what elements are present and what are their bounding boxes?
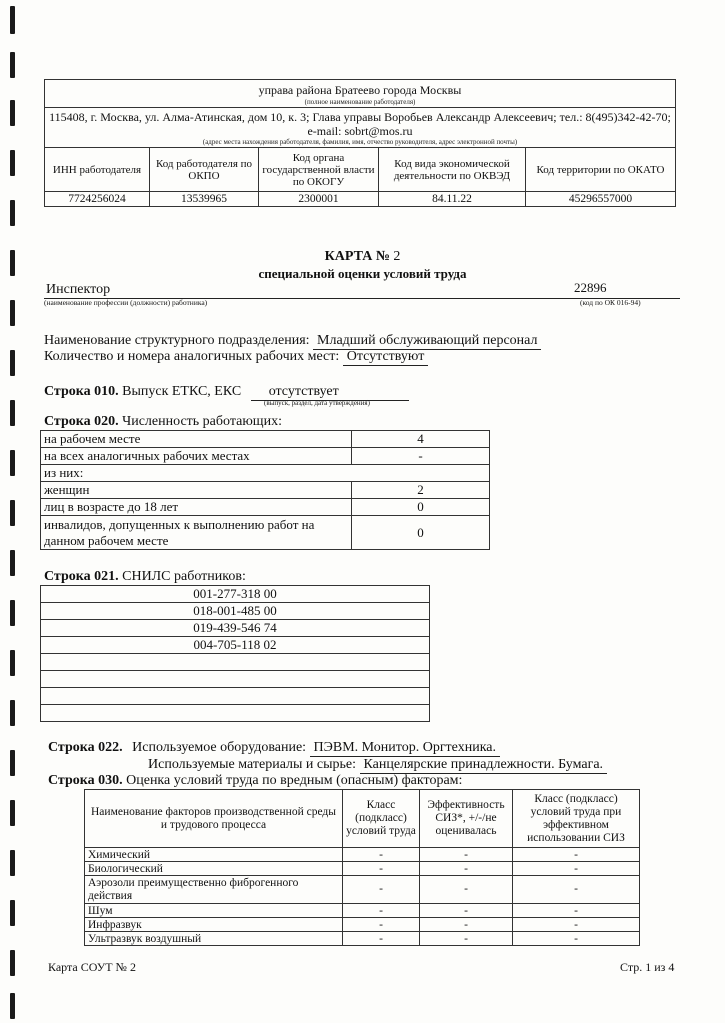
- snils-value: [41, 705, 430, 722]
- headcount-row: [41, 482, 490, 499]
- card-number: 2: [393, 249, 401, 264]
- division-label: Наименование структурного подразделения:: [44, 333, 310, 348]
- headcount-value: 2: [352, 482, 490, 499]
- row010-value: отсутствует: [251, 384, 409, 401]
- row022-equipment: [48, 740, 500, 757]
- headcount-label: из них:: [41, 465, 490, 482]
- headcount-value: 0: [352, 499, 490, 516]
- snils-value: 018-001-485 00: [41, 603, 430, 620]
- binding-mark: [10, 850, 15, 876]
- binding-mark: [10, 350, 15, 376]
- codes-value-row: [45, 192, 676, 207]
- employer-address-caption: (адрес места нахождения работодателя, фамилия, имя, отчество руководителя, адрес электронной почты): [202, 137, 518, 146]
- factor-name: Биологический: [85, 862, 343, 876]
- factor-name: Химический: [85, 848, 343, 862]
- snils-value: 001-277-318 00: [41, 586, 430, 603]
- factor-class: -: [343, 876, 420, 904]
- binding-mark: [10, 650, 15, 676]
- footer-right: Стр. 1 из 4: [620, 960, 675, 974]
- division-value: Младший обслуживающий персонал: [313, 333, 541, 350]
- snils-table: [40, 585, 430, 722]
- materials-value: Канцелярские принадлежности. Бумага.: [360, 757, 608, 774]
- headcount-label: на рабочем месте: [41, 431, 352, 448]
- binding-mark: [10, 6, 15, 34]
- footer-left: Карта СОУТ № 2: [48, 960, 137, 974]
- factor-class-siz: -: [513, 932, 640, 946]
- factors-header: Эффективность СИЗ*, +/-/не оценивалась: [420, 790, 513, 848]
- row021-label: СНИЛС работников:: [122, 569, 246, 584]
- card-subtitle: специальной оценки условий труда: [258, 266, 467, 281]
- equipment-value: ПЭВМ. Монитор. Оргтехника.: [310, 740, 500, 757]
- row010-label-bold: Строка 010.: [44, 384, 119, 399]
- headcount-row: [41, 499, 490, 516]
- factor-name: Шум: [85, 904, 343, 918]
- factors-header: Класс (подкласс) условий труда: [343, 790, 420, 848]
- factors-block: [84, 789, 640, 946]
- factor-class-siz: -: [513, 862, 640, 876]
- factor-siz: -: [420, 932, 513, 946]
- equipment-label: Используемое оборудование:: [132, 740, 307, 755]
- headcount-value: 4: [352, 431, 490, 448]
- factor-name: Аэрозоли преимущественно фиброгенного действия: [85, 876, 343, 904]
- headcount-value: -: [352, 448, 490, 465]
- factor-siz: -: [420, 904, 513, 918]
- factors-header-row: [85, 790, 640, 848]
- binding-mark: [10, 500, 15, 526]
- binding-mark: [10, 100, 15, 126]
- snils-value: 004-705-118 02: [41, 637, 430, 654]
- row020-label: Численность работающих:: [122, 414, 282, 429]
- binding-mark: [10, 300, 15, 326]
- code-header: Код территории по ОКАТО: [526, 148, 676, 192]
- employer-name: управа района Братеево города Москвы: [258, 83, 462, 97]
- snils-value: [41, 671, 430, 688]
- factor-class-siz: -: [513, 876, 640, 904]
- factor-class: -: [343, 918, 420, 932]
- factor-class-siz: -: [513, 904, 640, 918]
- binding-mark: [10, 700, 15, 726]
- binding-mark: [10, 52, 15, 78]
- factor-siz: -: [420, 862, 513, 876]
- profession-caption: (наименование профессии (должности) работника): [44, 298, 208, 307]
- factor-row: [85, 876, 640, 904]
- binding-mark: [10, 800, 15, 826]
- row010-caption: (выпуск, раздел, дата утверждения): [264, 399, 370, 407]
- binding-mark: [10, 550, 15, 576]
- snils-value: 019-439-546 74: [41, 620, 430, 637]
- factor-siz: -: [420, 848, 513, 862]
- code-header: Код вида экономической деятельности по ОКВЭД: [379, 148, 526, 192]
- snils-value: [41, 688, 430, 705]
- profession-name: Инспектор: [46, 282, 111, 297]
- count-value: Отсутствуют: [343, 349, 429, 366]
- factors-table: [84, 789, 640, 946]
- binding-mark: [10, 900, 15, 926]
- binding-mark: [10, 993, 15, 1019]
- snils-block: [40, 585, 430, 722]
- binding-mark: [10, 450, 15, 476]
- factor-class: -: [343, 932, 420, 946]
- row010-label: Выпуск ЕТКС, ЕКС: [122, 384, 242, 399]
- binding-mark: [10, 750, 15, 776]
- card-title-prefix: КАРТА №: [324, 249, 390, 264]
- row020-label-bold: Строка 020.: [44, 414, 119, 429]
- code-value: 13539965: [150, 192, 259, 207]
- row020-heading: [44, 414, 282, 430]
- headcount-value: 0: [352, 516, 490, 550]
- snils-value: [41, 654, 430, 671]
- factors-header: Наименование факторов производственной среды и трудового процесса: [85, 790, 343, 848]
- headcount-label: лиц в возрасте до 18 лет: [41, 499, 352, 516]
- headcount-label: женщин: [41, 482, 352, 499]
- code-header: Код работодателя по ОКПО: [150, 148, 259, 192]
- factor-class-siz: -: [513, 918, 640, 932]
- headcount-table: [40, 430, 490, 550]
- factor-row: [85, 862, 640, 876]
- headcount-row: [41, 516, 490, 550]
- factor-siz: -: [420, 876, 513, 904]
- row030-label: Оценка условий труда по вредным (опасным) факторам:: [126, 773, 463, 788]
- code-value: 45296557000: [526, 192, 676, 207]
- code-caption: (код по ОК 016-94): [580, 298, 641, 307]
- headcount-row: [41, 448, 490, 465]
- binding-mark: [10, 400, 15, 426]
- binding-mark: [10, 200, 15, 226]
- employer-table: [44, 79, 676, 207]
- factor-row: [85, 904, 640, 918]
- count-label: Количество и номера аналогичных рабочих мест:: [44, 349, 340, 364]
- factor-row: [85, 918, 640, 932]
- row030-label-bold: Строка 030.: [48, 773, 123, 788]
- row030-heading: [48, 773, 462, 789]
- binding-mark: [10, 150, 15, 176]
- factor-class: -: [343, 848, 420, 862]
- factor-siz: -: [420, 918, 513, 932]
- factor-class: -: [343, 862, 420, 876]
- factors-header: Класс (подкласс) условий труда при эффективном использовании СИЗ: [513, 790, 640, 848]
- profession-row: [44, 282, 680, 299]
- row021-heading: [44, 569, 246, 585]
- employer-block: [44, 79, 676, 207]
- headcount-block: [40, 430, 490, 550]
- code-value: 7724256024: [45, 192, 150, 207]
- employer-name-caption: (полное наименование работодателя): [304, 98, 416, 106]
- materials-label: Используемые материалы и сырье:: [148, 757, 357, 772]
- code-header: ИНН работодателя: [45, 148, 150, 192]
- code-value: 84.11.22: [379, 192, 526, 207]
- binding-mark: [10, 950, 15, 976]
- row022-label-bold: Строка 022.: [48, 740, 123, 755]
- headcount-row: [41, 465, 490, 482]
- card-title: [0, 249, 725, 265]
- employer-address: 115408, г. Москва, ул. Алма-Атинская, дом 10, к. 3; Глава управы Воробьев Александр Алексеевич; тел.: 8(495)342-42-70; e-mail: sobrt@mos.ru: [49, 109, 671, 138]
- code-value: 2300001: [259, 192, 379, 207]
- profession-code: 22896: [574, 280, 607, 295]
- factor-row: [85, 848, 640, 862]
- factor-class-siz: -: [513, 848, 640, 862]
- row022-materials: [148, 757, 607, 774]
- row021-label-bold: Строка 021.: [44, 569, 119, 584]
- headcount-row: [41, 431, 490, 448]
- division-row: [44, 333, 541, 350]
- headcount-label: на всех аналогичных рабочих местах: [41, 448, 352, 465]
- factor-name: Инфразвук: [85, 918, 343, 932]
- factor-class: -: [343, 904, 420, 918]
- headcount-label: инвалидов, допущенных к выполнению работ на данном рабочем месте: [41, 516, 352, 550]
- codes-header-row: [45, 148, 676, 192]
- factor-row: [85, 932, 640, 946]
- binding-mark: [10, 600, 15, 626]
- factor-name: Ультразвук воздушный: [85, 932, 343, 946]
- count-row: [44, 349, 428, 366]
- code-header: Код органа государственной власти по ОКОГУ: [259, 148, 379, 192]
